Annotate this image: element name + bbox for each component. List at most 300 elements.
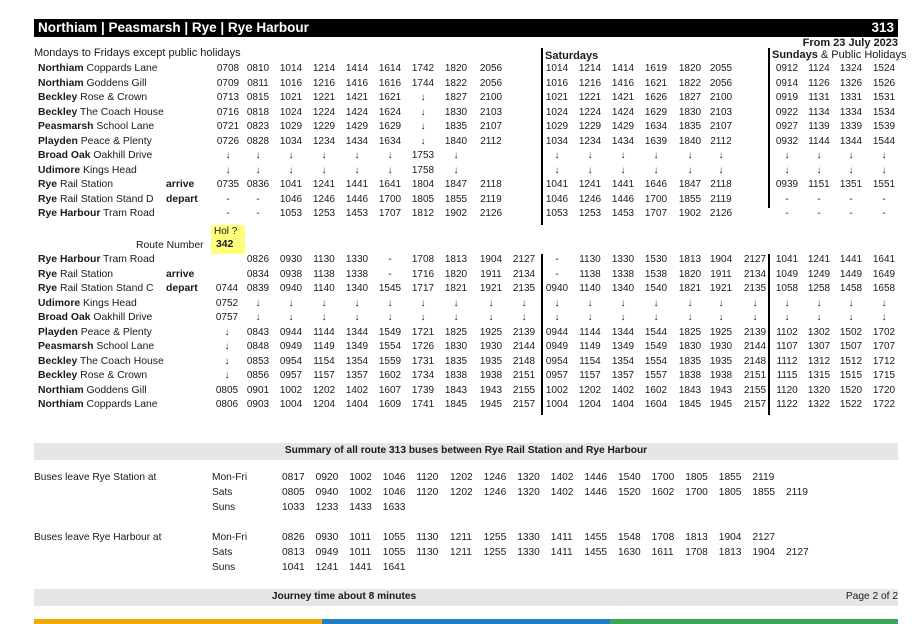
summary-time: 1700 [685, 487, 708, 498]
time-cell: 0811 [247, 77, 269, 89]
color-bar-orange [34, 619, 322, 624]
time-cell: 2144 [743, 341, 767, 352]
time-cell: 1902 [678, 208, 702, 219]
time-cell: 1845 [678, 399, 702, 410]
time-cell: 1246 [578, 193, 602, 205]
time-cell: 2107 [479, 121, 503, 132]
time-cell: ↓ [255, 164, 261, 176]
time-cell: 1512 [839, 355, 863, 367]
time-cell: 1058 [775, 283, 799, 294]
time-cell: 1014 [545, 63, 569, 74]
time-cell: ↓ [620, 312, 626, 323]
time-cell: 1144 [808, 135, 830, 147]
time-cell: 1024 [545, 106, 569, 118]
time-cell: 1614 [378, 63, 402, 74]
time-cell: 1326 [839, 77, 863, 89]
summary-time: 1033 [282, 502, 305, 513]
time-cell: 1820 [444, 63, 468, 74]
time-cell: 1938 [479, 370, 503, 381]
time-cell: ↓ [687, 164, 693, 176]
time-cell: ↓ [488, 297, 494, 309]
time-cell: 0939 [775, 179, 799, 190]
time-cell: 1416 [345, 77, 369, 89]
time-cell: 2155 [512, 384, 536, 396]
time-cell: 1526 [872, 77, 896, 89]
stop-tag: arrive [166, 268, 195, 280]
time-cell: 1014 [279, 63, 303, 74]
time-cell: 1804 [411, 179, 435, 190]
stop-row [38, 311, 152, 326]
time-cell: 2135 [743, 283, 767, 294]
time-cell: 1149 [313, 341, 335, 352]
time-cell: ↓ [752, 312, 758, 323]
color-bar-green [610, 619, 898, 624]
time-cell: ↓ [453, 164, 459, 176]
summary-time: 1402 [550, 472, 574, 483]
time-cell: 1041 [279, 179, 303, 190]
time-cell: 1658 [872, 283, 896, 294]
summary-time: 1320 [517, 487, 540, 498]
time-cell: 1344 [345, 326, 369, 338]
time-cell: ↓ [587, 312, 593, 323]
time-cell: 2103 [709, 106, 733, 118]
time-cell: 1943 [479, 384, 503, 396]
summary-time: 1411 [550, 532, 573, 543]
time-cell: 1921 [479, 283, 503, 294]
stop-name: Kings Head [80, 297, 137, 309]
time-cell: 1822 [678, 77, 702, 89]
time-cell: 1312 [807, 355, 831, 367]
time-cell: 1813 [678, 254, 702, 265]
time-cell: 1639 [644, 135, 668, 147]
summary-time: 0826 [282, 532, 305, 543]
time-cell: 2118 [710, 179, 732, 190]
time-cell: 1708 [411, 254, 435, 265]
summary-bar [34, 443, 898, 460]
summary-time: 0930 [315, 532, 339, 543]
summary-time: 1700 [651, 472, 675, 483]
time-cell: ↓ [387, 312, 393, 323]
time-cell: 1502 [839, 326, 863, 338]
time-cell: 1414 [611, 63, 635, 74]
summary-time: 1011 [349, 532, 372, 543]
time-cell: ↓ [453, 150, 459, 161]
summary-time: 1411 [550, 547, 573, 558]
time-cell: 1338 [611, 268, 635, 280]
time-cell: ↓ [848, 164, 854, 176]
stop-name: Tram Road [100, 254, 155, 265]
time-cell: ↓ [224, 355, 230, 367]
time-cell: ↓ [620, 150, 626, 161]
time-cell: 1726 [411, 341, 435, 352]
time-cell: ↓ [288, 297, 294, 309]
time-cell: 1302 [807, 326, 831, 338]
divider-sat-2 [541, 254, 543, 415]
stop-place: Udimore [38, 297, 81, 309]
time-cell: 1741 [411, 399, 435, 410]
time-cell: 1204 [312, 399, 336, 410]
time-cell: 1115 [776, 370, 798, 381]
summary-time: 1211 [450, 547, 472, 558]
divider-sat-1 [541, 48, 543, 225]
summary-time: 1041 [282, 562, 305, 573]
time-cell: ↓ [784, 312, 790, 323]
time-cell: 1449 [839, 268, 863, 280]
stop-row [38, 62, 158, 77]
summary-time: 1246 [483, 487, 507, 498]
stop-place: Broad Oak [38, 150, 91, 161]
time-cell: 1154 [579, 355, 601, 367]
time-cell: ↓ [687, 297, 693, 309]
time-cell: 1053 [545, 208, 569, 219]
stop-name: Coppards Lane [83, 63, 158, 74]
stop-row [38, 193, 154, 208]
summary-days: Sats [212, 547, 233, 558]
time-cell: 0834 [246, 268, 270, 280]
time-cell: 1402 [345, 384, 369, 396]
time-cell: 1253 [312, 208, 336, 219]
time-cell: 1821 [678, 283, 702, 294]
time-cell: 1911 [480, 268, 502, 280]
time-cell: - [785, 208, 789, 219]
summary-time: 1520 [618, 487, 641, 498]
time-cell: 1742 [411, 63, 435, 74]
time-cell: 1029 [279, 121, 303, 132]
time-cell: 0744 [215, 283, 239, 294]
time-cell: 2144 [512, 341, 536, 352]
summary-time: 1446 [584, 472, 608, 483]
time-cell: 0735 [216, 179, 240, 190]
time-cell: 1538 [644, 268, 668, 280]
time-cell: 1214 [578, 63, 602, 74]
time-cell: 2107 [709, 121, 733, 132]
time-cell: - [226, 208, 230, 219]
time-cell: 1607 [378, 384, 402, 396]
time-cell: 1154 [313, 355, 335, 367]
time-cell: ↓ [521, 297, 527, 309]
summary-time: 1813 [685, 532, 708, 543]
time-cell: 2157 [512, 399, 536, 410]
time-cell: ↓ [587, 150, 593, 161]
summary-time: 1241 [315, 562, 339, 573]
time-cell: 0826 [246, 254, 270, 265]
time-cell: 1621 [378, 92, 402, 103]
time-cell: 1221 [312, 92, 336, 103]
time-cell: 2134 [743, 268, 767, 280]
stop-name: Rail Station [57, 268, 114, 280]
time-cell: 1140 [579, 283, 601, 294]
stop-row [38, 178, 113, 193]
time-cell: 2148 [743, 355, 767, 367]
stop-name: Goddens Gill [83, 77, 147, 89]
time-cell: 1629 [378, 121, 402, 132]
time-cell: 0912 [775, 63, 799, 74]
stop-place: Northiam [38, 399, 84, 410]
summary-time: 1130 [416, 532, 439, 543]
time-cell: 1524 [872, 63, 896, 74]
time-cell: 1720 [872, 384, 896, 396]
stop-place: Rye Harbour [38, 254, 101, 265]
time-cell: 1339 [839, 121, 863, 132]
time-cell: 0922 [775, 106, 799, 118]
time-cell: 2127 [743, 254, 767, 265]
summary-label: Buses leave Rye Harbour at [34, 532, 162, 543]
route-number-value: 342 [216, 239, 234, 250]
time-cell: ↓ [420, 312, 426, 323]
time-cell: 1216 [312, 77, 336, 89]
time-cell: 1707 [644, 208, 668, 219]
time-cell: 1441 [345, 179, 369, 190]
time-cell: 2126 [709, 208, 733, 219]
time-cell: 1634 [644, 121, 668, 132]
summary-days: Mon-Fri [212, 472, 248, 483]
journey-bar [34, 589, 898, 606]
time-cell: 1830 [678, 106, 702, 118]
journey-time: Journey time about 8 minutes [271, 591, 417, 602]
time-cell: 1151 [808, 179, 830, 190]
time-cell: 1930 [479, 341, 503, 352]
summary-time: 1433 [349, 502, 372, 513]
time-cell: 2119 [710, 193, 732, 205]
time-cell: 1904 [709, 254, 733, 265]
time-cell: ↓ [784, 150, 790, 161]
page-title: Northiam | Peasmarsh | Rye | Rye Harbour [38, 20, 309, 35]
time-cell: 1130 [579, 254, 601, 265]
saturday-label: Saturdays [545, 50, 599, 62]
time-cell: 1609 [378, 399, 402, 410]
color-bar-blue [322, 619, 610, 624]
summary-time: 2127 [786, 547, 809, 558]
stop-row [38, 355, 164, 370]
time-cell: 1016 [545, 77, 569, 89]
time-cell: 1943 [709, 384, 733, 396]
time-cell: 1331 [839, 92, 863, 103]
time-cell: 1046 [279, 193, 303, 205]
time-cell: 0805 [215, 384, 239, 396]
time-cell: ↓ [420, 297, 426, 309]
time-cell: 1241 [578, 179, 602, 190]
time-cell: 2148 [512, 355, 536, 367]
time-cell: ↓ [881, 150, 887, 161]
summary-time: 1255 [483, 532, 507, 543]
time-cell: 2056 [709, 77, 733, 89]
time-cell: ↓ [653, 312, 659, 323]
time-cell: 0903 [246, 399, 270, 410]
stop-place: Udimore [38, 164, 81, 176]
time-cell: 1634 [378, 135, 402, 147]
time-cell: 1149 [579, 341, 601, 352]
stop-place: Peasmarsh [38, 341, 94, 352]
time-cell: 0848 [246, 341, 270, 352]
time-cell: ↓ [881, 164, 887, 176]
time-cell: 0810 [246, 63, 270, 74]
time-cell: 2155 [743, 384, 767, 396]
time-cell: ↓ [225, 150, 231, 161]
time-cell: 1202 [312, 384, 336, 396]
stop-name: Kings Head [80, 164, 137, 176]
time-cell: 2112 [480, 135, 502, 147]
stop-name: School Lane [93, 341, 155, 352]
time-cell: 0757 [215, 312, 239, 323]
time-cell: 0949 [279, 341, 303, 352]
time-cell: ↓ [752, 297, 758, 309]
time-cell: 1234 [578, 135, 602, 147]
time-cell: 1351 [839, 179, 863, 190]
stop-row [38, 253, 155, 268]
time-cell: 1229 [578, 121, 602, 132]
stop-name: Goddens Gill [83, 384, 147, 396]
time-cell: 1049 [775, 268, 799, 280]
time-cell: 0716 [216, 106, 240, 118]
time-cell: ↓ [718, 297, 724, 309]
time-cell: ↓ [816, 297, 822, 309]
stop-place: Rye Harbour [38, 208, 101, 219]
time-cell: 0839 [246, 283, 270, 294]
summary-time: 1641 [382, 562, 406, 573]
summary-time: 1805 [685, 472, 708, 483]
stop-place: Rye [38, 179, 58, 190]
time-cell: 2056 [479, 63, 503, 74]
time-cell: 1340 [611, 283, 635, 294]
hol-box [211, 225, 245, 254]
time-cell: 2127 [512, 254, 536, 265]
time-cell: 1616 [378, 77, 402, 89]
time-cell: 0914 [775, 77, 799, 89]
time-cell: 1416 [611, 77, 635, 89]
time-cell: 0726 [216, 135, 240, 147]
time-cell: 1402 [611, 384, 635, 396]
time-cell: 0823 [246, 121, 270, 132]
time-cell: ↓ [224, 370, 230, 381]
stop-row [38, 106, 164, 121]
summary-time: 1120 [416, 487, 439, 498]
summary-time: 1813 [718, 547, 742, 558]
time-cell: 1340 [345, 283, 369, 294]
time-cell: 1621 [644, 77, 668, 89]
time-cell: ↓ [224, 341, 230, 352]
time-cell: 1707 [378, 208, 402, 219]
summary-time: 0949 [315, 547, 339, 558]
time-cell: 1938 [709, 370, 733, 381]
time-cell: 1604 [644, 399, 668, 410]
time-cell: 1540 [644, 283, 668, 294]
summary-time: 1455 [584, 547, 608, 558]
time-cell: 1021 [545, 92, 569, 103]
stop-place: Rye [38, 193, 58, 205]
time-cell: ↓ [784, 297, 790, 309]
time-cell: 2139 [512, 326, 536, 338]
time-cell: 1138 [579, 268, 601, 280]
time-cell: 1229 [312, 121, 336, 132]
weekday-label: Mondays to Fridays except public holidays [34, 47, 241, 59]
time-cell: 1434 [611, 135, 635, 147]
summary-time: 1611 [651, 547, 674, 558]
time-cell: 1935 [479, 355, 503, 367]
time-cell: 1241 [807, 254, 831, 265]
time-cell: 1053 [279, 208, 303, 219]
time-cell: 1716 [411, 268, 435, 280]
summary-time: 2119 [786, 487, 808, 498]
time-cell: - [555, 254, 559, 265]
time-cell: 1144 [313, 326, 335, 338]
stop-row [38, 282, 154, 297]
time-cell: 0856 [246, 370, 270, 381]
time-cell: ↓ [653, 164, 659, 176]
summary-time: 1602 [651, 487, 675, 498]
summary-days: Suns [212, 562, 236, 573]
time-cell: 1717 [411, 283, 435, 294]
time-cell: 1453 [345, 208, 369, 219]
summary-time: 1002 [349, 472, 372, 483]
time-cell: 2056 [479, 77, 503, 89]
stop-row [38, 91, 147, 106]
time-cell: 1414 [345, 63, 369, 74]
time-cell: ↓ [718, 312, 724, 323]
time-cell: 1843 [444, 384, 468, 396]
time-cell: 0828 [246, 135, 270, 147]
summary-time: 1255 [483, 547, 507, 558]
time-cell: ↓ [420, 106, 426, 118]
time-cell: 2100 [479, 92, 503, 103]
time-cell: 2135 [512, 283, 536, 294]
summary-time: 1330 [517, 532, 540, 543]
time-cell: 1935 [709, 355, 733, 367]
time-cell: ↓ [354, 297, 360, 309]
time-cell: 1531 [872, 92, 896, 103]
time-cell: ↓ [453, 312, 459, 323]
summary-time: 0940 [315, 487, 339, 498]
stop-row [38, 120, 154, 135]
time-cell: 1421 [345, 92, 369, 103]
time-cell: ↓ [816, 150, 822, 161]
time-cell: - [785, 193, 789, 205]
time-cell: 1904 [479, 254, 503, 265]
time-cell: 1157 [579, 370, 601, 381]
summary-time: 1046 [382, 487, 406, 498]
time-cell: 0709 [216, 77, 240, 89]
time-cell: - [388, 268, 392, 280]
time-cell: ↓ [354, 164, 360, 176]
time-cell: 1004 [545, 399, 569, 410]
time-cell: 1827 [444, 92, 468, 103]
time-cell: 2119 [480, 193, 502, 205]
time-cell: 1429 [345, 121, 369, 132]
time-cell: 2118 [480, 179, 502, 190]
time-cell: 1855 [678, 193, 702, 205]
time-cell: 1731 [411, 355, 435, 367]
time-cell: 1707 [872, 341, 896, 352]
time-cell: 0930 [279, 254, 303, 265]
stop-row [38, 297, 137, 312]
time-cell: 1945 [479, 399, 503, 410]
stop-tag: arrive [166, 179, 195, 190]
stop-row [38, 135, 152, 150]
time-cell: ↓ [620, 164, 626, 176]
time-cell: 0949 [545, 341, 569, 352]
time-cell: 1234 [312, 135, 336, 147]
time-cell: 1130 [313, 254, 335, 265]
time-cell: 0954 [279, 355, 303, 367]
time-cell: 1559 [378, 355, 402, 367]
time-cell: 1545 [378, 283, 402, 294]
summary-time: 1904 [718, 532, 742, 543]
time-cell: 1744 [411, 77, 435, 89]
summary-time: 1855 [752, 487, 776, 498]
time-cell: 0721 [216, 121, 240, 132]
time-cell: 1820 [444, 268, 468, 280]
time-cell: ↓ [321, 164, 327, 176]
route-number: 313 [871, 20, 894, 35]
